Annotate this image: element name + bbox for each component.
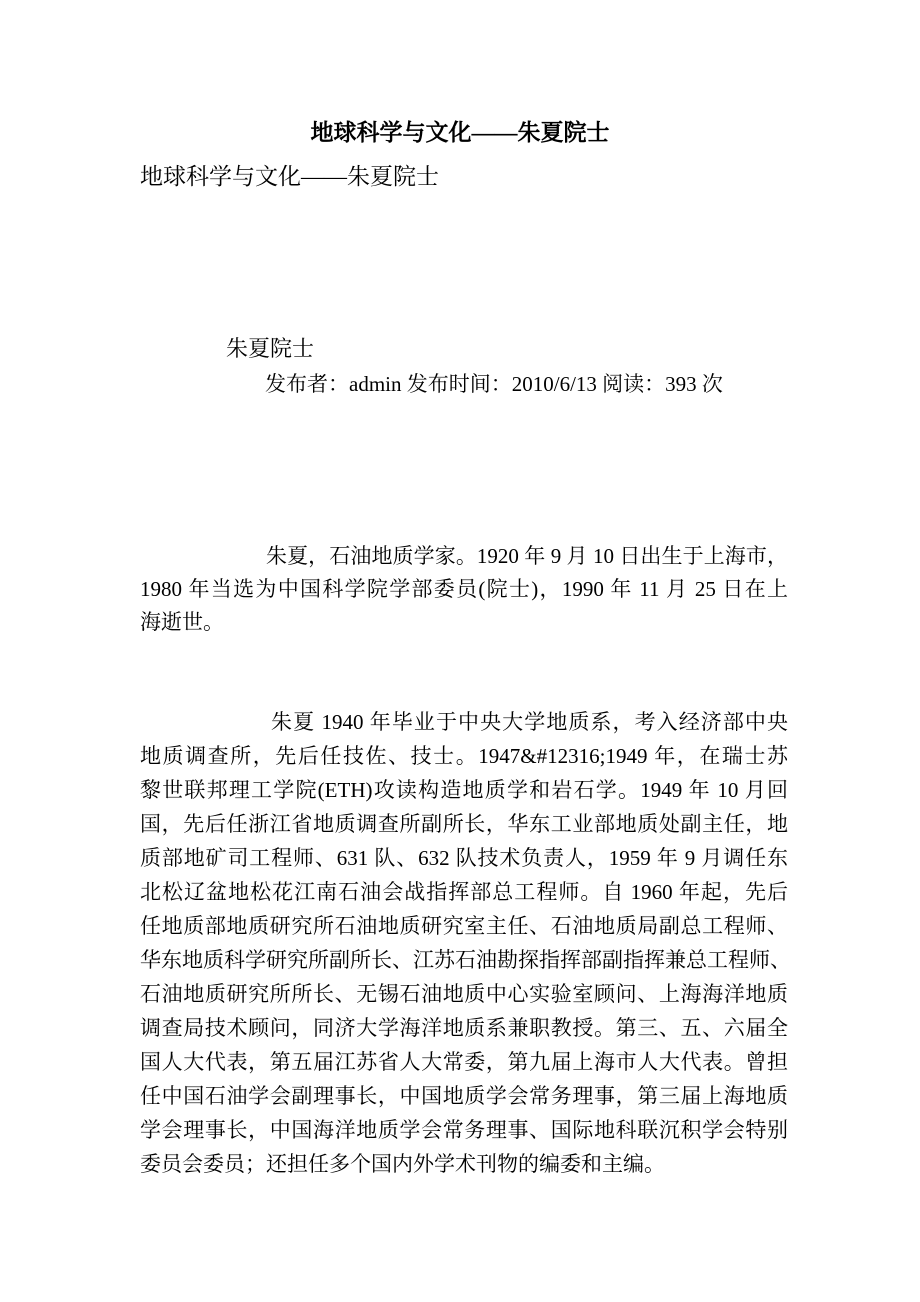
text-line: 朱夏 1940 年毕业于中央大学地质系，考入经济部中央 [271,710,788,734]
paragraph-career [140,705,791,1181]
text-line: 华东地质科学研究所副所长、江苏石油勘探指挥部副指挥兼总工程师、 [140,948,791,972]
text-line: 地质调查所，先后任技佐、技士。1947&#12316;1949 年，在瑞士苏 [140,744,788,768]
publish-info: 发布者：admin 发布时间：2010/6/13 阅读：393 次 [265,372,723,396]
paragraph-bio-summary [140,540,788,639]
text-line: 委员会委员；还担任多个国内外学术刊物的编委和主编。 [140,1152,665,1176]
text-line: 北松辽盆地松花江南石油会战指挥部总工程师。自 1960 年起，先后 [140,880,788,904]
text-line: 任中国石油学会副理事长，中国地质学会常务理事，第三届上海地质 [140,1084,788,1108]
doc-subtitle: 地球科学与文化——朱夏院士 [140,164,439,189]
text-line: 调查局技术顾问，同济大学海洋地质系兼职教授。第三、五、六届全 [140,1016,788,1040]
text-line: 石油地质研究所所长、无锡石油地质中心实验室顾问、上海海洋地质 [140,982,788,1006]
doc-title: 地球科学与文化——朱夏院士 [310,120,610,145]
text-line: 国，先后任浙江省地质调查所副所长，华东工业部地质处副主任，地 [140,812,788,836]
text-line: 国人大代表，第五届江苏省人大常委，第九届上海市人大代表。曾担 [140,1050,788,1074]
photo-caption: 朱夏院士 [226,336,315,361]
text-line: 学会理事长，中国海洋地质学会常务理事、国际地科联沉积学会特别 [140,1118,788,1142]
text-line: 黎世联邦理工学院(ETH)攻读构造地质学和岩石学。1949 年 10 月回 [140,778,788,802]
text-line: 任地质部地质研究所石油地质研究室主任、石油地质局副总工程师、 [140,914,788,938]
text-line: 朱夏，石油地质学家。1920 年 9 月 10 日出生于上海市， [266,544,788,568]
text-line: 海逝世。 [140,610,224,634]
text-line: 质部地矿司工程师、631 队、632 队技术负责人，1959 年 9 月调任东 [140,846,788,870]
text-line: 1980 年当选为中国科学院学部委员(院士)，1990 年 11 月 25 日在上 [140,577,788,601]
